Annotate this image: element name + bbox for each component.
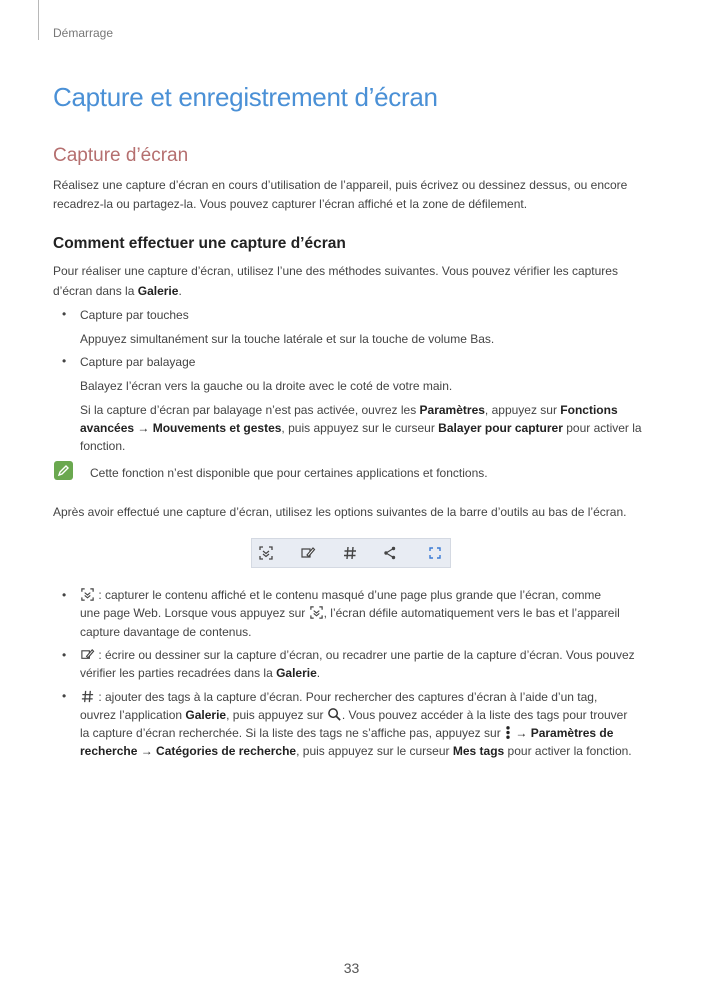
method-1-title: Capture par touches bbox=[80, 308, 189, 322]
scroll-capture-icon bbox=[80, 587, 95, 602]
crop-icon[interactable] bbox=[427, 545, 443, 561]
method-1-description: Appuyez simultanément sur la touche latérale et sur la touche de volume Bas. bbox=[80, 332, 495, 346]
scroll-capture-icon[interactable] bbox=[258, 545, 274, 561]
note-pencil-icon bbox=[54, 461, 73, 480]
option-scroll-line-2: une page Web. Lorsque vous appuyez sur , l’écran défile automatiquement vers le bas et l’appareil bbox=[80, 606, 620, 620]
after-capture-text: Après avoir effectué une capture d’écran, utilisez les options suivantes de la barre d’outils au bas de l’écran. bbox=[53, 505, 627, 519]
option-tag-line-3: la capture d’écran recherchée. Si la liste des tags ne s’affiche pas, appuyez sur → Paramètres de bbox=[80, 726, 614, 740]
section-subtitle: Capture d’écran bbox=[53, 145, 189, 166]
section-label: Démarrage bbox=[53, 26, 114, 40]
method-2-title: Capture par balayage bbox=[80, 355, 196, 369]
method-2-extra-line-2: avancées → Mouvements et gestes, puis appuyez sur le curseur Balayer pour capturer pour activer la bbox=[80, 421, 642, 435]
more-options-icon bbox=[504, 725, 512, 740]
bullet-dot: • bbox=[62, 588, 67, 602]
option-draw-line-2: vérifier les parties recadrées dans la Galerie. bbox=[80, 666, 321, 680]
draw-crop-icon bbox=[80, 647, 95, 662]
option-scroll-line-3: capture davantage de contenus. bbox=[80, 625, 252, 639]
bullet-dot: • bbox=[62, 354, 67, 368]
method-2-extra-line-3: fonction. bbox=[80, 439, 126, 453]
option-draw-line-1: : écrire ou dessiner sur la capture d’écran, ou recadrer une partie de la capture d’écran. Vous pouvez bbox=[80, 646, 650, 665]
scroll-capture-icon bbox=[309, 605, 324, 620]
page-header-rule bbox=[38, 0, 39, 40]
intro-line-2: recadrez-la ou partagez-la. Vous pouvez capturer l’écran affiché et la zone de défilement. bbox=[53, 197, 528, 211]
page-title: Capture et enregistrement d’écran bbox=[53, 82, 438, 112]
option-scroll-line-1: : capturer le contenu affiché et le contenu masqué d’une page plus grande que l’écran, comme bbox=[80, 586, 650, 605]
draw-crop-icon[interactable] bbox=[300, 545, 316, 561]
howto-line-1: Pour réaliser une capture d’écran, utilisez l’une des méthodes suivantes. Vous pouvez vérifier les captures bbox=[53, 264, 618, 278]
search-icon bbox=[327, 707, 342, 722]
note-text: Cette fonction n’est disponible que pour certaines applications et fonctions. bbox=[90, 466, 488, 480]
page-number: 33 bbox=[343, 960, 360, 976]
option-tag-line-2: ouvrez l’application Galerie, puis appuyez sur . Vous pouvez accéder à la liste des tags pour trouver bbox=[80, 708, 628, 722]
howto-line-2: d’écran dans la Galerie. bbox=[53, 284, 182, 298]
screenshot-toolbar bbox=[251, 538, 451, 568]
intro-line-1: Réalisez une capture d’écran en cours d’utilisation de l’appareil, puis écrivez ou dessinez dessus, ou encore bbox=[53, 178, 628, 192]
bullet-dot: • bbox=[62, 689, 67, 703]
method-2-description: Balayez l’écran vers la gauche ou la droite avec le coté de votre main. bbox=[80, 379, 453, 393]
bullet-dot: • bbox=[62, 307, 67, 321]
method-2-extra-line-1: Si la capture d’écran par balayage n’est pas activée, ouvrez les Paramètres, appuyez sur Fonctions bbox=[80, 403, 618, 417]
share-icon[interactable] bbox=[382, 545, 398, 561]
hashtag-icon[interactable] bbox=[342, 545, 358, 561]
howto-heading: Comment effectuer une capture d’écran bbox=[53, 235, 346, 252]
bullet-dot: • bbox=[62, 648, 67, 662]
option-tag-line-1: : ajouter des tags à la capture d’écran. Pour rechercher des captures d’écran à l’aide d’un tag, bbox=[80, 688, 650, 707]
option-tag-line-4: recherche → Catégories de recherche, puis appuyez sur le curseur Mes tags pour activer la fonction. bbox=[80, 744, 632, 758]
hashtag-icon bbox=[80, 689, 95, 704]
